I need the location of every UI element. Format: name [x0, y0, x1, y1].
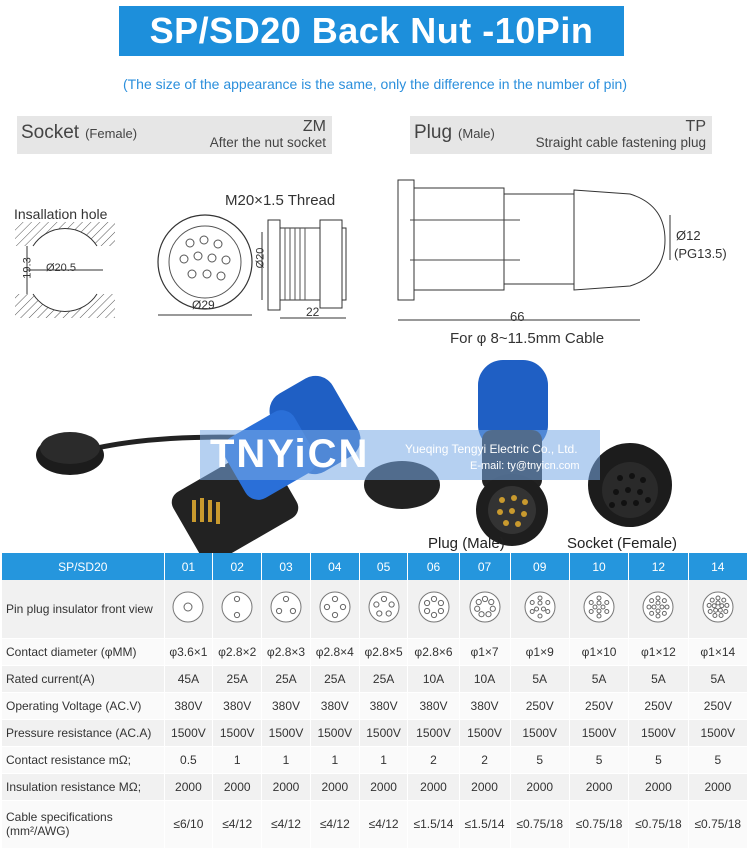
table-cell: ≤0.75/18	[629, 800, 688, 848]
row-label: Contact resistance mΩ;	[2, 746, 164, 773]
dim-socket-length: 22	[306, 305, 320, 319]
table-cell: 1500V	[408, 719, 459, 746]
table-cell: 1	[359, 746, 408, 773]
table-cell: 2000	[569, 773, 628, 800]
pin-face-svg	[523, 590, 557, 624]
table-cell: 2	[459, 746, 510, 773]
table-cell: 2000	[408, 773, 459, 800]
pin-face-svg	[641, 590, 675, 624]
table-cell: 2000	[688, 773, 747, 800]
table-cell: 250V	[629, 692, 688, 719]
table-row	[2, 692, 748, 719]
table-cell: ≤4/12	[310, 800, 359, 848]
pin-face-svg	[220, 590, 254, 624]
table-cell: 2	[408, 746, 459, 773]
pin-face-svg	[318, 590, 352, 624]
table-cell: 2000	[164, 773, 213, 800]
pin-face-icon	[459, 580, 510, 638]
table-row	[2, 638, 748, 665]
table-cell: 380V	[459, 692, 510, 719]
dimension-drawings	[0, 160, 750, 355]
table-cell: φ1×9	[510, 638, 569, 665]
table-cell: φ2.8×3	[262, 638, 311, 665]
table-cell: ≤1.5/14	[408, 800, 459, 848]
table-cell: 380V	[213, 692, 262, 719]
spec-table	[2, 553, 748, 849]
table-cell: 5A	[688, 665, 747, 692]
table-cell: 5	[569, 746, 628, 773]
table-header-cell: 04	[310, 553, 359, 580]
table-header-cell: 12	[629, 553, 688, 580]
table-cell: 1500V	[164, 719, 213, 746]
pin-face-svg	[582, 590, 616, 624]
dim-plug-length: 66	[510, 309, 525, 324]
table-cell: ≤0.75/18	[569, 800, 628, 848]
table-cell: ≤1.5/14	[459, 800, 510, 848]
table-cell: 25A	[359, 665, 408, 692]
table-cell: 380V	[164, 692, 213, 719]
table-header-cell: 09	[510, 553, 569, 580]
table-cell: 250V	[569, 692, 628, 719]
table-cell: 250V	[510, 692, 569, 719]
table-cell: 45A	[164, 665, 213, 692]
table-header-row	[2, 553, 748, 580]
table-header-cell: 06	[408, 553, 459, 580]
table-cell: 2000	[213, 773, 262, 800]
table-cell: ≤4/12	[359, 800, 408, 848]
socket-code: ZM	[302, 118, 326, 135]
socket-side-drawing	[262, 220, 346, 318]
table-header-cell: 02	[213, 553, 262, 580]
table-cell: φ1×10	[569, 638, 628, 665]
socket-label-box	[17, 116, 332, 154]
pin-face-svg	[417, 590, 451, 624]
pin-face-icon	[213, 580, 262, 638]
socket-photo-label: Socket (Female)	[567, 535, 678, 552]
table-cell: 1	[310, 746, 359, 773]
table-row	[2, 746, 748, 773]
pin-face-svg	[367, 590, 401, 624]
table-cell: 5A	[510, 665, 569, 692]
table-header-cell: 10	[569, 553, 628, 580]
pin-face-icon	[359, 580, 408, 638]
table-header-cell: SP/SD20	[2, 553, 164, 580]
table-cell: 1500V	[459, 719, 510, 746]
table-cell: 5	[688, 746, 747, 773]
table-cell: 1500V	[310, 719, 359, 746]
table-cell: ≤6/10	[164, 800, 213, 848]
table-cell: 10A	[408, 665, 459, 692]
socket-desc: After the nut socket	[209, 135, 326, 150]
plug-desc: Straight cable fastening plug	[535, 135, 706, 150]
row-label: Contact diameter (φMM)	[2, 638, 164, 665]
table-cell: φ2.8×4	[310, 638, 359, 665]
table-cell: φ2.8×6	[408, 638, 459, 665]
table-cell: 2000	[459, 773, 510, 800]
pin-face-svg	[269, 590, 303, 624]
table-cell: 1	[213, 746, 262, 773]
thread-label: M20×1.5 Thread	[225, 192, 336, 209]
socket-title: Socket (Female)	[21, 122, 138, 143]
plug-side-drawing	[398, 180, 670, 320]
plug-photo-label: Plug (Male)	[428, 535, 505, 552]
brand-company: Yueqing Tengyi Electric Co., Ltd.	[405, 442, 578, 456]
row-label: Cable specifications (mm²/AWG)	[2, 800, 164, 848]
subtitle: (The size of the appearance is the same, only the difference in the number of pin)	[122, 76, 628, 92]
pin-face-icon	[310, 580, 359, 638]
table-cell: φ2.8×2	[213, 638, 262, 665]
table-cell: 0.5	[164, 746, 213, 773]
install-hole-label: Insallation hole	[14, 206, 108, 222]
table-cell: 1500V	[569, 719, 628, 746]
pin-face-svg	[468, 590, 502, 624]
table-cell: 5A	[569, 665, 628, 692]
table-header-cell: 03	[262, 553, 311, 580]
pin-face-icon	[164, 580, 213, 638]
table-row	[2, 773, 748, 800]
dim-hole-height: 19.3	[21, 257, 34, 279]
brand-email: E-mail: ty@tnyicn.com	[470, 460, 580, 472]
pin-face-icon	[688, 580, 747, 638]
table-cell: φ1×14	[688, 638, 747, 665]
cable-note: For φ 8~11.5mm Cable	[450, 330, 605, 347]
row-label: Operating Voltage (AC.V)	[2, 692, 164, 719]
table-cell: 380V	[359, 692, 408, 719]
table-cell: 1500V	[688, 719, 747, 746]
table-cell: 1500V	[213, 719, 262, 746]
table-cell: φ1×7	[459, 638, 510, 665]
table-cell: 1500V	[510, 719, 569, 746]
pin-face-svg	[701, 590, 735, 624]
table-cell: 2000	[262, 773, 311, 800]
table-row	[2, 665, 748, 692]
table-cell: 5A	[629, 665, 688, 692]
row-label: Rated current(A)	[2, 665, 164, 692]
table-cell: 2000	[510, 773, 569, 800]
dim-thread-diameter: Ø20	[254, 247, 267, 269]
table-cell: 25A	[213, 665, 262, 692]
dim-cable-diameter: Ø12	[676, 228, 701, 243]
table-row	[2, 580, 748, 638]
table-cell: ≤4/12	[262, 800, 311, 848]
plug-label-box	[410, 116, 712, 154]
table-row	[2, 719, 748, 746]
page-title: SP/SD20 Back Nut -10Pin	[119, 6, 624, 56]
table-cell: 2000	[310, 773, 359, 800]
pin-face-icon	[629, 580, 688, 638]
dim-face-diameter: Ø29	[192, 298, 215, 312]
table-cell: ≤4/12	[213, 800, 262, 848]
plug-title: Plug (Male)	[414, 122, 495, 143]
pin-face-svg	[171, 590, 205, 624]
table-cell: 5	[629, 746, 688, 773]
table-cell: ≤0.75/18	[510, 800, 569, 848]
table-cell: 1500V	[262, 719, 311, 746]
table-cell: φ2.8×5	[359, 638, 408, 665]
dim-hole-diameter: Ø20.5	[46, 262, 76, 274]
table-cell: φ1×12	[629, 638, 688, 665]
pin-face-icon	[262, 580, 311, 638]
row-label: Pin plug insulator front view	[2, 580, 164, 638]
table-cell: 25A	[262, 665, 311, 692]
table-header-cell: 07	[459, 553, 510, 580]
table-cell: ≤0.75/18	[688, 800, 747, 848]
table-header-cell: 14	[688, 553, 747, 580]
table-cell: φ3.6×1	[164, 638, 213, 665]
table-cell: 2000	[629, 773, 688, 800]
table-row	[2, 800, 748, 848]
table-cell: 25A	[310, 665, 359, 692]
table-header-cell: 01	[164, 553, 213, 580]
plug-code: TP	[685, 118, 706, 135]
dim-pg-size: (PG13.5)	[674, 246, 727, 261]
row-label: Insulation resistance MΩ;	[2, 773, 164, 800]
row-label: Pressure resistance (AC.A)	[2, 719, 164, 746]
pin-face-icon	[569, 580, 628, 638]
table-header-cell: 05	[359, 553, 408, 580]
table-cell: 380V	[310, 692, 359, 719]
pin-face-icon	[510, 580, 569, 638]
table-cell: 2000	[359, 773, 408, 800]
table-cell: 5	[510, 746, 569, 773]
table-cell: 1500V	[629, 719, 688, 746]
table-cell: 1500V	[359, 719, 408, 746]
pin-face-icon	[408, 580, 459, 638]
table-cell: 10A	[459, 665, 510, 692]
table-cell: 380V	[408, 692, 459, 719]
table-cell: 1	[262, 746, 311, 773]
table-cell: 250V	[688, 692, 747, 719]
table-cell: 380V	[262, 692, 311, 719]
brand-logo: TNYiCN	[210, 432, 370, 476]
